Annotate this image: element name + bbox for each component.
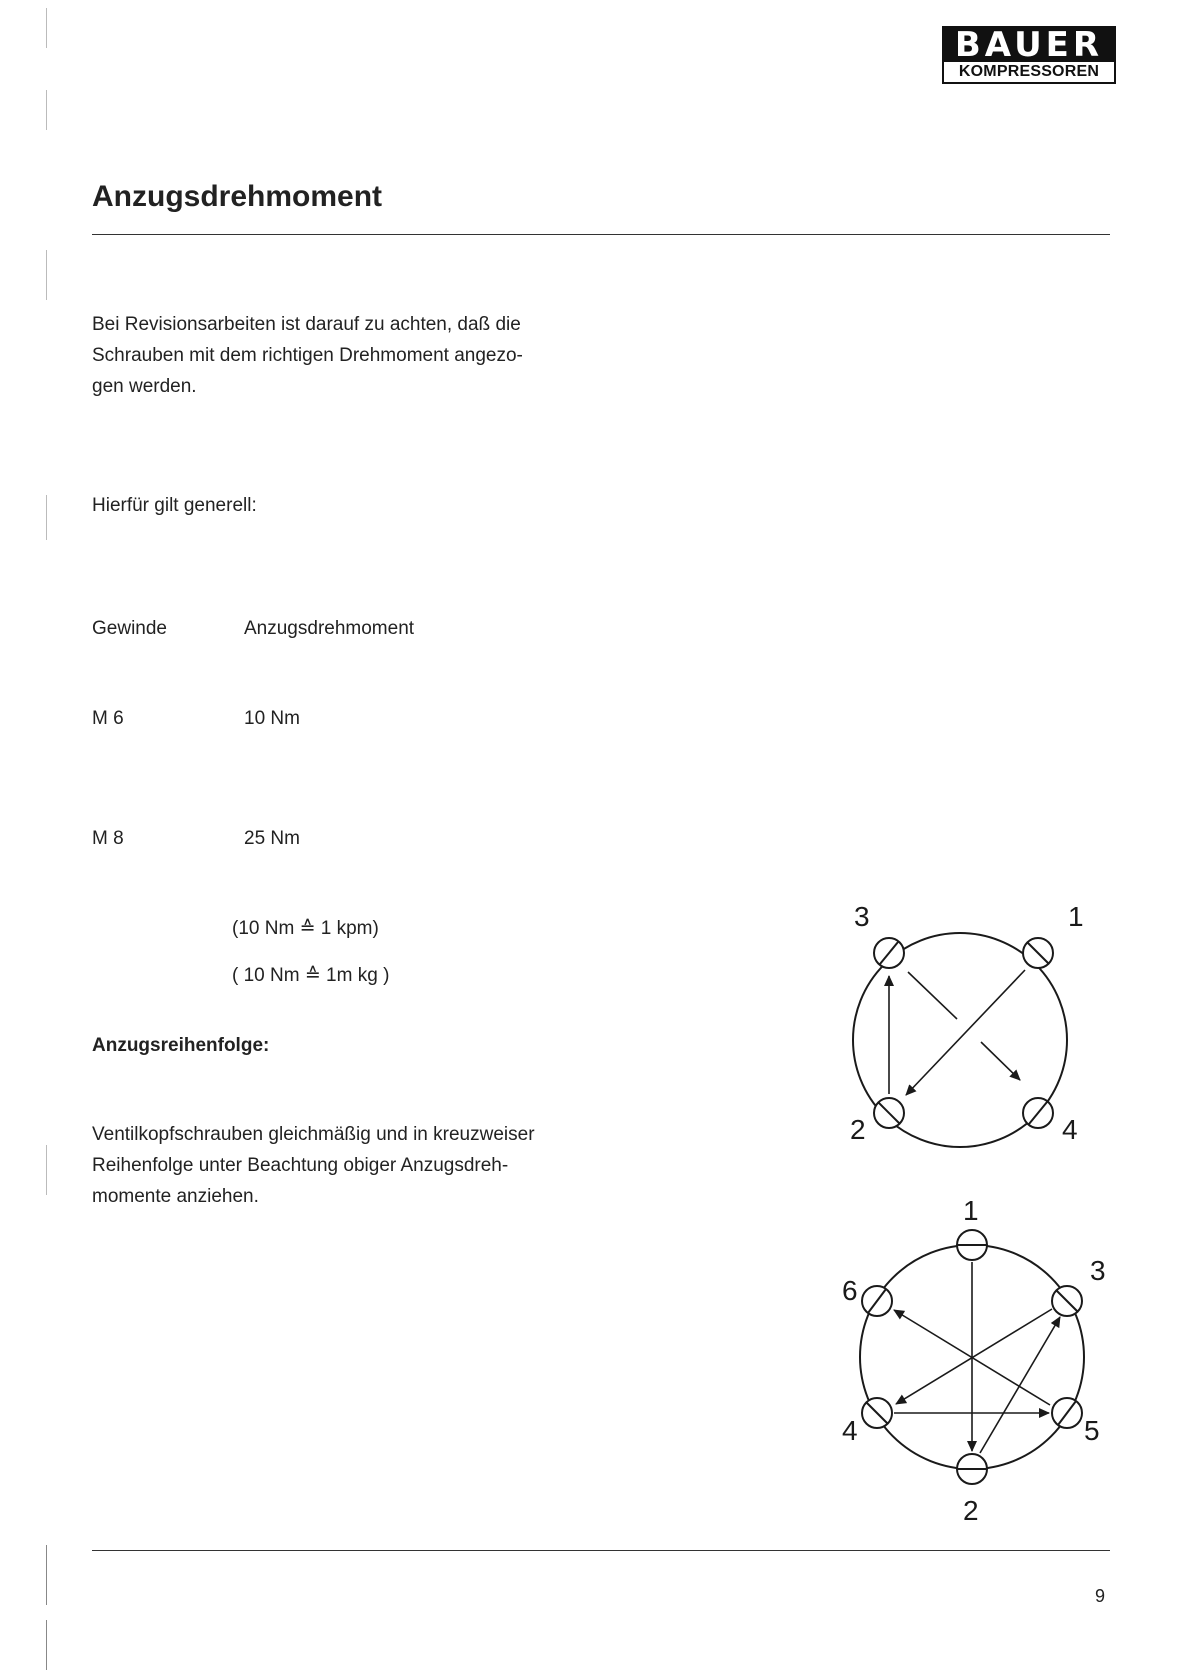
footer-rule: [92, 1550, 1110, 1551]
scan-margin-mark: [46, 495, 47, 540]
equivalence-mkg: ( 10 Nm ≙ 1m kg ): [232, 965, 390, 986]
bolt-label: 4: [1062, 1114, 1078, 1145]
table-cell-torque: 10 Nm: [244, 708, 300, 729]
table-cell-torque: 25 Nm: [244, 828, 300, 849]
arrow-3-to-4: [896, 1309, 1052, 1404]
bolt-label: 4: [842, 1415, 858, 1446]
sequence-line: Ventilkopfschrauben gleichmäßig und in kreuzweiser: [92, 1124, 535, 1145]
tightening-diagram-6-bolts: [820, 1190, 1120, 1525]
sequence-paragraph: [92, 1119, 535, 1212]
intro-line: Schrauben mit dem richtigen Drehmoment angezo-: [92, 345, 523, 366]
arrow-3-to-4: [908, 972, 957, 1019]
bolt-label: 2: [850, 1114, 866, 1145]
bolt-4: [1023, 1098, 1053, 1128]
table-cell-thread: M 6: [92, 708, 124, 729]
bolt-1: [957, 1230, 987, 1260]
bolt-3: [1052, 1286, 1082, 1316]
general-note: Hierfür gilt generell:: [92, 495, 257, 516]
table-header-torque: Anzugsdrehmoment: [244, 618, 415, 639]
bolt-2: [874, 1098, 904, 1128]
bolt-4: [862, 1398, 892, 1428]
bolt-6: [862, 1286, 892, 1316]
sequence-heading: Anzugsreihenfolge:: [92, 1035, 270, 1056]
logo-sub: KOMPRESSOREN: [958, 63, 1100, 80]
logo-brand: BAUER: [944, 28, 1114, 62]
bolt-label: 1: [963, 1195, 979, 1226]
scan-margin-mark: [46, 90, 47, 130]
sequence-line: Reihenfolge unter Beachtung obiger Anzugsdreh-: [92, 1155, 509, 1176]
equivalence-kpm: (10 Nm ≙ 1 kpm): [232, 918, 379, 939]
intro-line: Bei Revisionsarbeiten ist darauf zu achten, daß die: [92, 314, 521, 335]
page-number: 9: [1095, 1586, 1106, 1606]
bolt-label: 2: [963, 1495, 979, 1525]
scan-margin-mark: [46, 1145, 47, 1195]
table-cell-thread: M 8: [92, 828, 124, 849]
scan-margin-mark: [46, 8, 47, 48]
scan-margin-mark: [46, 1620, 47, 1670]
intro-line: gen werden.: [92, 376, 197, 397]
scan-margin-mark: [46, 250, 47, 300]
table-header-thread: Gewinde: [92, 618, 167, 639]
arrow-1-to-2: [906, 970, 1025, 1095]
tightening-diagram-4-bolts: [820, 880, 1100, 1170]
bolt-label: 3: [854, 901, 870, 932]
arrow-3-to-4: [981, 1042, 1020, 1080]
title-rule: [92, 234, 1110, 235]
scan-margin-mark: [46, 1545, 47, 1605]
sequence-line: momente anziehen.: [92, 1186, 259, 1207]
bauer-logo: [942, 26, 1116, 84]
arrow-2-to-3: [980, 1317, 1060, 1453]
intro-paragraph: [92, 309, 523, 402]
bolt-3: [874, 938, 904, 968]
bolt-label: 5: [1084, 1415, 1100, 1446]
bolt-label: 1: [1068, 901, 1084, 932]
page-title: Anzugsdrehmoment: [92, 180, 383, 213]
bolt-2: [957, 1454, 987, 1484]
bolt-1: [1023, 938, 1053, 968]
bolt-5: [1052, 1398, 1082, 1428]
bolt-label: 3: [1090, 1255, 1106, 1286]
bolt-label: 6: [842, 1275, 858, 1306]
